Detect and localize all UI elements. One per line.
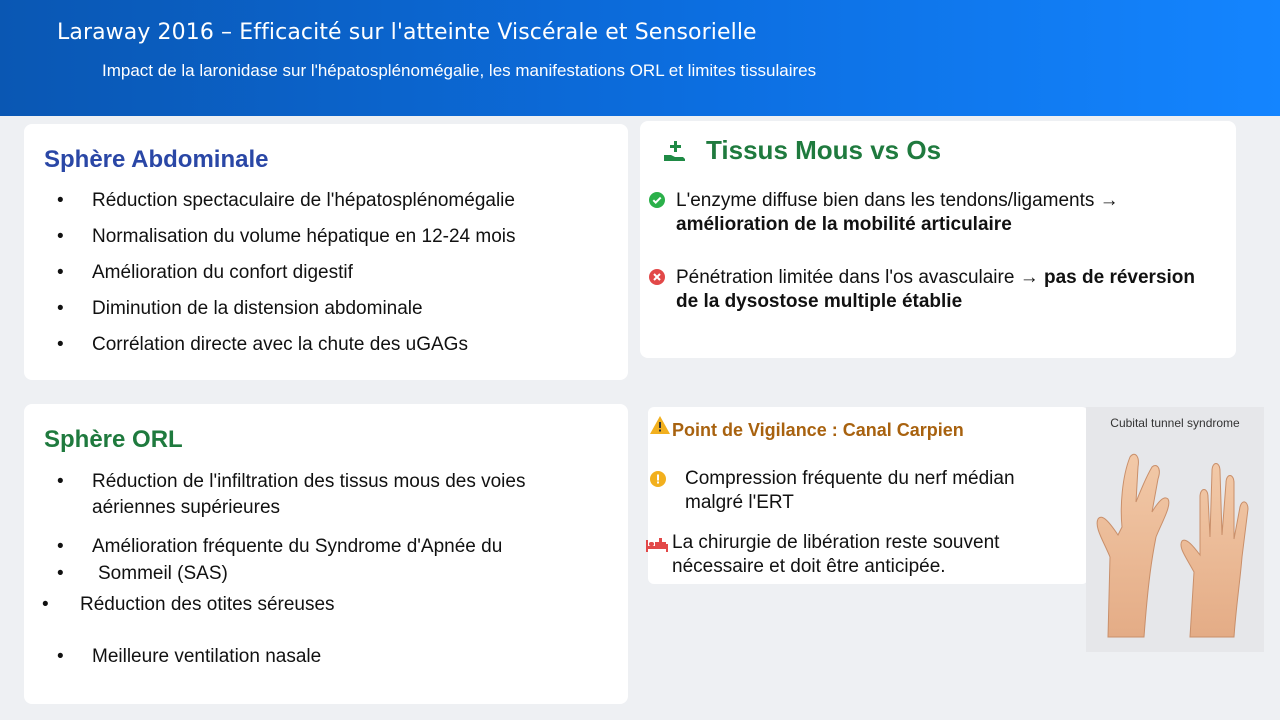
check-circle-icon	[649, 192, 665, 213]
abdominal-list	[24, 188, 628, 368]
list-item-text: Amélioration du confort digestif	[92, 262, 353, 283]
bullet-icon: •	[57, 226, 64, 247]
list-item	[24, 332, 628, 358]
tissue-negative-text	[676, 266, 1196, 314]
hands-drawing	[1086, 407, 1264, 652]
abdominal-card	[24, 124, 628, 380]
tissue-card	[640, 121, 1236, 358]
list-item	[24, 534, 614, 560]
list-item	[24, 644, 614, 670]
bullet-icon: •	[57, 334, 64, 355]
bullet-icon: •	[57, 563, 64, 584]
bullet-icon: •	[57, 190, 64, 211]
vigilance-item-text: La chirurgie de libération reste souvent nécessaire et doit être anticipée.	[672, 532, 1000, 577]
slide-subtitle: Impact de la laronidase sur l'hépatosplénomégalie, les manifestations ORL et limites tissulaires	[102, 61, 817, 80]
list-item-text: Réduction des otites séreuses	[80, 594, 335, 615]
vigilance-card	[648, 407, 1088, 584]
hospital-bed-icon	[646, 538, 668, 557]
tissue-positive-plain: L'enzyme diffuse bien dans les tendons/ligaments →	[676, 190, 1119, 211]
bullet-icon: •	[57, 262, 64, 283]
tissue-title: Tissus Mous vs Os	[706, 135, 942, 165]
bullet-icon: •	[57, 646, 64, 667]
exclamation-circle-icon	[650, 471, 666, 492]
list-item	[24, 561, 614, 587]
bullet-icon: •	[57, 536, 64, 557]
slide-title: Laraway 2016 – Efficacité sur l'atteinte Viscérale et Sensorielle	[57, 20, 757, 45]
orl-list	[24, 404, 628, 704]
list-item-text: Normalisation du volume hépatique en 12-24 mois	[92, 226, 516, 247]
bullet-icon: •	[57, 298, 64, 319]
hand-illustration	[1086, 407, 1264, 652]
list-item-text: Diminution de la distension abdominale	[92, 298, 423, 319]
warning-icon	[650, 416, 670, 439]
header-banner	[0, 0, 1280, 116]
x-circle-icon	[649, 269, 665, 290]
list-item-text: Meilleure ventilation nasale	[92, 646, 322, 667]
vigilance-item-text: Compression fréquente du nerf médian malgré l'ERT	[685, 468, 1015, 513]
list-item-text: Réduction spectaculaire de l'hépatosplénomégalie	[92, 190, 515, 211]
orl-title: Sphère ORL	[44, 426, 183, 453]
tissue-negative-plain: Pénétration limitée dans l'os avasculaire →	[676, 267, 1039, 288]
list-item-text: Sommeil (SAS)	[98, 563, 228, 584]
list-item	[24, 296, 628, 322]
abdominal-title: Sphère Abdominale	[44, 146, 269, 173]
tissue-positive-bold: amélioration de la mobilité articulaire	[676, 214, 1012, 235]
list-item	[24, 260, 628, 286]
bullet-icon: •	[42, 594, 49, 615]
list-item	[24, 224, 628, 250]
list-item-text: Réduction de l'infiltration des tissus mous des voies aériennes supérieures	[92, 471, 526, 518]
illustration-caption: Cubital tunnel syndrome	[1110, 416, 1240, 430]
list-item-text: Amélioration fréquente du Syndrome d'Apnée du	[92, 536, 503, 557]
list-item	[24, 592, 614, 618]
orl-card	[24, 404, 628, 704]
vigilance-title: Point de Vigilance : Canal Carpien	[672, 420, 964, 440]
bullet-icon: •	[57, 471, 64, 492]
list-item	[24, 188, 628, 214]
tissue-positive-text	[676, 189, 1196, 237]
tissue-negative-bold: pas de réversion de la dysostose multiple établie	[676, 267, 1196, 312]
list-item-text: Corrélation directe avec la chute des uGAGs	[92, 334, 468, 355]
list-item	[24, 469, 614, 521]
hand-plus-icon	[662, 139, 688, 168]
